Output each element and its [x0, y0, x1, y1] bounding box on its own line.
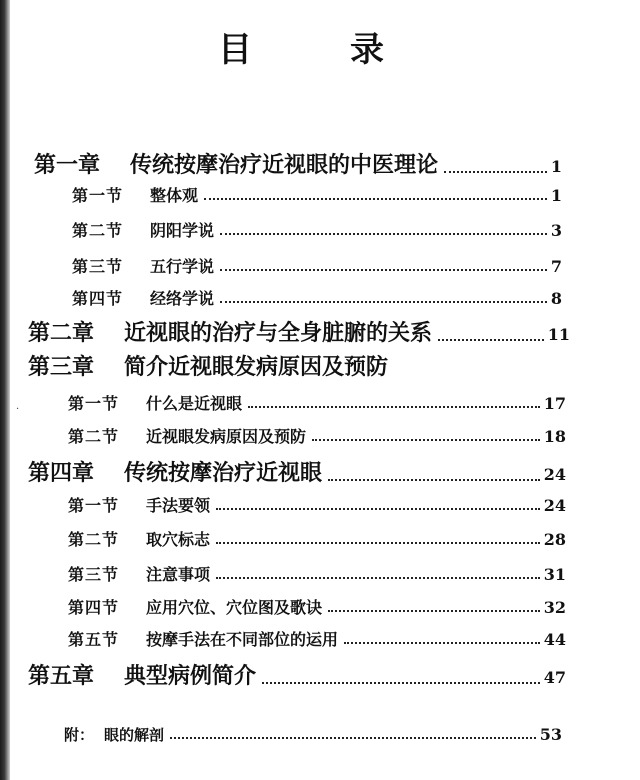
- toc-appendix[interactable]: [64, 724, 562, 745]
- page-number: 24: [543, 465, 566, 484]
- section-title: 五行学说: [150, 257, 215, 276]
- chapter-title: 传统按摩治疗近视眼: [124, 460, 323, 486]
- section-label: 第二节: [68, 530, 120, 549]
- section-title: 按摩手法在不同部位的运用: [146, 630, 339, 649]
- dot-leader: [444, 170, 547, 173]
- dot-leader: [344, 641, 540, 644]
- toc-chapter-4[interactable]: [28, 456, 566, 487]
- toc-section-1-2[interactable]: [72, 218, 562, 241]
- section-title: 取穴标志: [146, 530, 211, 549]
- print-speck: ·: [16, 404, 20, 415]
- section-label: 第一节: [72, 186, 124, 205]
- chapter-title: 典型病例简介: [124, 663, 257, 689]
- section-label: 第二节: [72, 221, 124, 240]
- section-title: 什么是近视眼: [146, 394, 243, 413]
- page-number: 44: [543, 630, 566, 649]
- dot-leader: [220, 232, 547, 235]
- section-label: 第一节: [68, 496, 120, 515]
- toc-chapter-3[interactable]: [28, 350, 488, 381]
- section-title: 整体观: [150, 186, 199, 205]
- page-number: 7: [550, 257, 562, 276]
- chapter-label: 第四章: [28, 460, 95, 486]
- page-binding-edge: [0, 0, 10, 780]
- dot-leader: [220, 300, 547, 303]
- section-title: 注意事项: [146, 565, 211, 584]
- dot-leader: [248, 405, 540, 408]
- toc-section-4-4[interactable]: [68, 595, 566, 618]
- dot-leader: [216, 541, 540, 544]
- dot-leader: [438, 338, 544, 341]
- page-title: [0, 22, 640, 72]
- toc-section-1-1[interactable]: [72, 183, 562, 206]
- toc-section-4-3[interactable]: [68, 562, 566, 585]
- section-label: 第三节: [72, 257, 124, 276]
- page-number: 8: [550, 289, 562, 308]
- section-title: 经络学说: [150, 289, 215, 308]
- section-title: 阴阳学说: [150, 221, 215, 240]
- dot-leader: [328, 609, 540, 612]
- page-number: 3: [550, 221, 562, 240]
- appendix-title: 眼的解剖: [104, 726, 165, 744]
- dot-leader: [328, 478, 540, 481]
- page-number: 18: [543, 427, 566, 446]
- toc-chapter-1[interactable]: [34, 148, 562, 179]
- section-label: 第一节: [68, 394, 120, 413]
- page-number: 11: [547, 325, 570, 344]
- toc-chapter-5[interactable]: [28, 659, 566, 690]
- toc-section-4-5[interactable]: [68, 627, 566, 650]
- toc-section-1-4[interactable]: [72, 286, 562, 309]
- toc-section-4-1[interactable]: [68, 493, 566, 516]
- chapter-label: 第二章: [28, 320, 95, 346]
- section-label: 第五节: [68, 630, 120, 649]
- page-title-char-2: 录: [350, 30, 385, 70]
- page-number: 28: [543, 530, 566, 549]
- dot-leader: [216, 576, 540, 579]
- section-label: 第四节: [72, 289, 124, 308]
- section-label: 第四节: [68, 598, 120, 617]
- dot-leader: [220, 268, 547, 271]
- page-number: 17: [543, 394, 566, 413]
- toc-section-3-2[interactable]: [68, 424, 566, 447]
- toc-section-3-1[interactable]: [68, 391, 566, 414]
- section-label: 第二节: [68, 427, 120, 446]
- page-title-char-1: 目: [218, 30, 253, 70]
- page-number: 24: [543, 496, 566, 515]
- dot-leader: [204, 197, 547, 200]
- section-title: 应用穴位、穴位图及歌诀: [146, 598, 323, 617]
- chapter-title: 简介近视眼发病原因及预防: [124, 354, 389, 380]
- appendix-label: 附：: [64, 726, 95, 744]
- page-number: 1: [550, 186, 562, 205]
- dot-leader: [216, 507, 540, 510]
- section-label: 第三节: [68, 565, 120, 584]
- chapter-label: 第三章: [28, 354, 95, 380]
- page-number: 31: [543, 565, 566, 584]
- section-title: 近视眼发病原因及预防: [146, 427, 307, 446]
- dot-leader: [170, 736, 536, 739]
- page-number: 1: [550, 157, 562, 176]
- chapter-label: 第五章: [28, 663, 95, 689]
- chapter-title: 传统按摩治疗近视眼的中医理论: [130, 152, 439, 178]
- dot-leader: [262, 681, 540, 684]
- toc-section-4-2[interactable]: [68, 527, 566, 550]
- section-title: 手法要领: [146, 496, 211, 515]
- dot-leader: [312, 438, 540, 441]
- chapter-label: 第一章: [34, 152, 101, 178]
- toc-section-1-3[interactable]: [72, 254, 562, 277]
- page-number: 32: [543, 598, 566, 617]
- chapter-title: 近视眼的治疗与全身脏腑的关系: [124, 320, 433, 346]
- toc-chapter-2[interactable]: [28, 316, 570, 347]
- page-number: 53: [539, 725, 562, 744]
- page-number: 47: [543, 668, 566, 687]
